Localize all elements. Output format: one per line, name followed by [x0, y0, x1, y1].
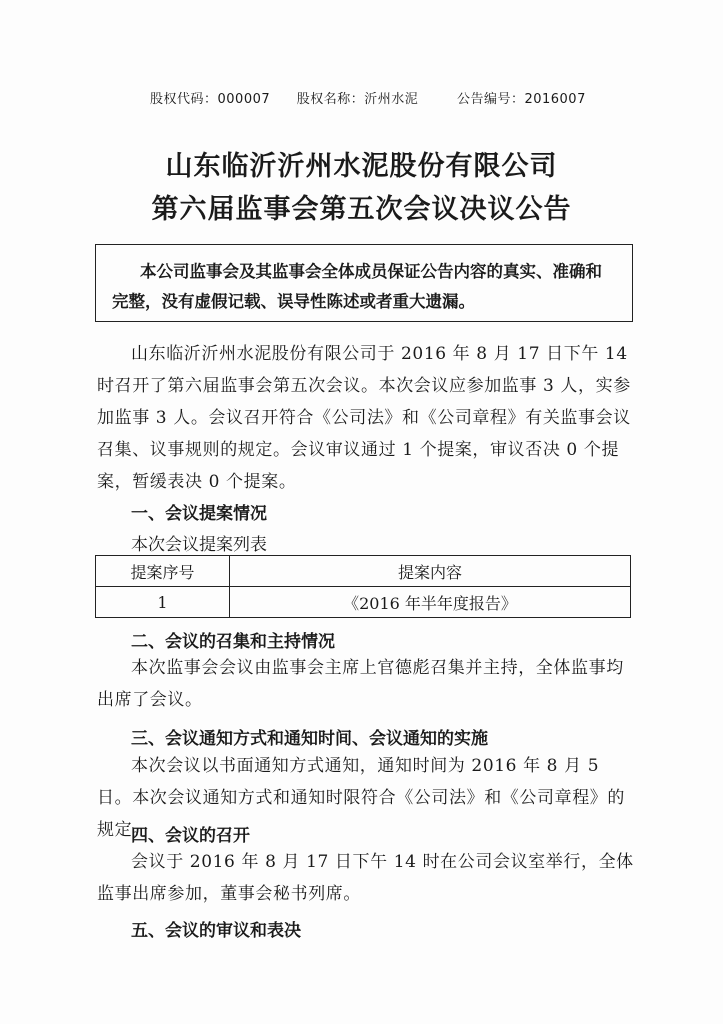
proposal-content-cell: 《2016 年半年度报告》 — [230, 587, 631, 618]
section-heading-voting: 五、会议的审议和表决 — [131, 921, 301, 941]
announcement-title: 第六届监事会第五次会议决议公告 — [151, 194, 572, 225]
stock-name: 股权名称：沂州水泥 — [296, 92, 419, 107]
convening-paragraph: 本次监事会会议由监事会主席上官德彪召集并主持，全体监事均出席了会议。 — [97, 658, 624, 710]
company-title: 山东临沂沂州水泥股份有限公司 — [165, 151, 558, 182]
disclaimer-box: 本公司监事会及其监事会全体成员保证公告内容的真实、准确和完整，没有虚假记载、误导性陈述或者重大遗漏。 — [95, 244, 633, 322]
section-heading-proposals: 一、会议提案情况 — [131, 504, 267, 524]
section-heading-convening: 二、会议的召集和主持情况 — [131, 632, 335, 652]
stock-code: 股权代码：000007 — [150, 92, 271, 107]
column-header-number: 提案序号 — [96, 556, 230, 587]
proposal-table — [95, 555, 631, 618]
announcement-header — [150, 88, 610, 107]
notice-number: 公告编号：2016007 — [456, 92, 586, 107]
intro-paragraph: 山东临沂沂州水泥股份有限公司于 2016 年 8 月 17 日下午 14 时召开了第六届监事会第五次会议。本次会议应参加监事 3 人，实参加监事 3 人。会议召开符合《公司法》和《公司章程》有关监事会议召集、议事规则的规定。会议审议通过 1 个提案，审议否决 0 个提案，暂缓表决 0 个提案。 — [97, 344, 631, 492]
section-heading-meeting: 四、会议的召开 — [131, 826, 250, 846]
column-header-content: 提案内容 — [230, 556, 631, 587]
table-caption: 本次会议提案列表 — [131, 535, 267, 555]
notification-paragraph: 本次会议以书面通知方式通知，通知时间为 2016 年 8 月 5 日。本次会议通知方式和通知时限符合《公司法》和《公司章程》的规定。 — [97, 756, 625, 840]
proposal-number-cell: 1 — [96, 587, 230, 618]
table-header-row — [96, 556, 631, 587]
table-row — [96, 587, 631, 618]
section-heading-notification: 三、会议通知方式和通知时间、会议通知的实施 — [131, 729, 488, 749]
meeting-paragraph: 会议于 2016 年 8 月 17 日下午 14 时在公司会议室举行，全体监事出席参加，董事会秘书列席。 — [97, 852, 634, 904]
